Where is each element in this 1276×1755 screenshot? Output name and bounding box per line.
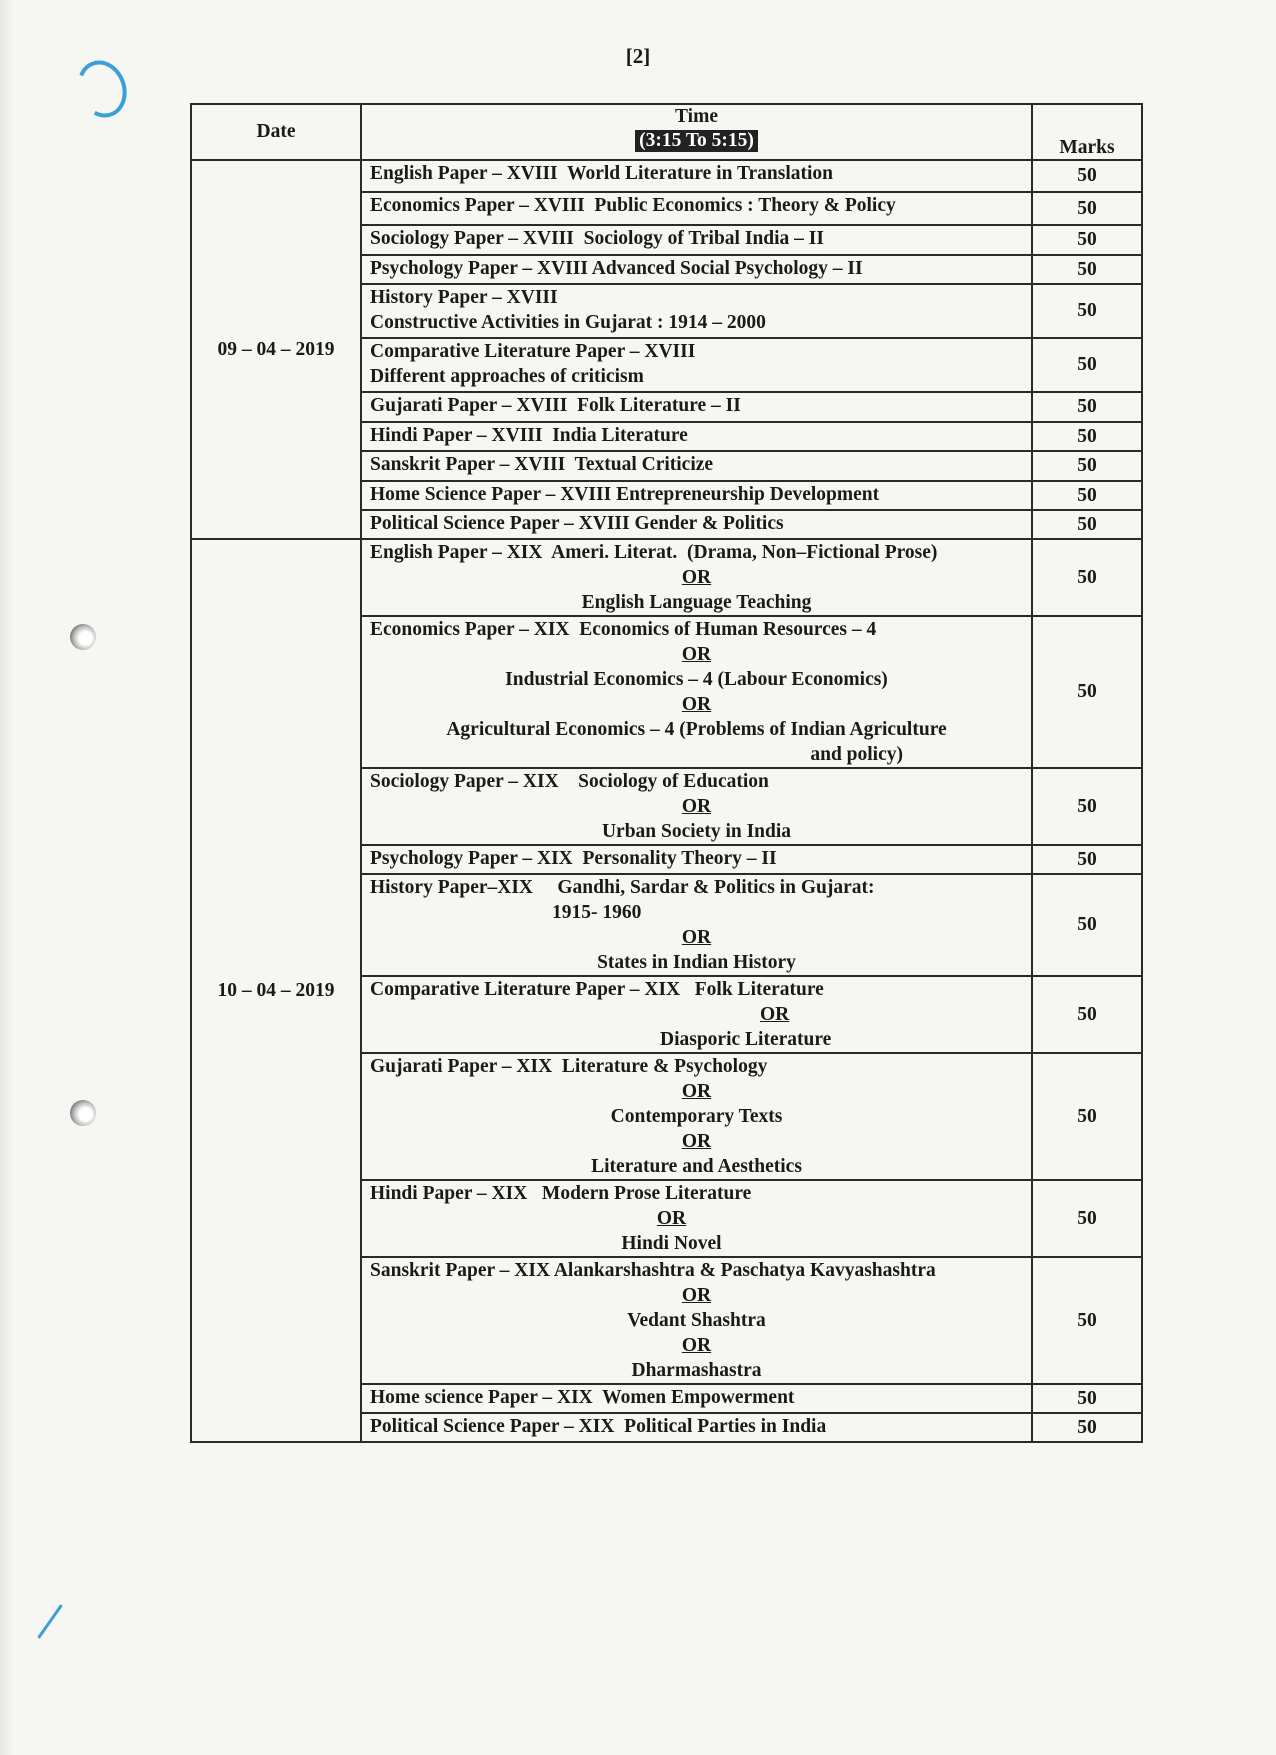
or-separator: OR <box>656 1208 687 1229</box>
or-separator: OR <box>681 567 712 588</box>
marks-value: 50 <box>1032 1413 1142 1442</box>
paper-title-cell <box>361 481 1032 510</box>
paper-line: States in Indian History <box>597 952 796 973</box>
or-separator: OR <box>681 1335 712 1356</box>
paper-title-cell <box>361 874 1032 976</box>
marks-value: 50 <box>1032 255 1142 284</box>
marks-value: 50 <box>1032 510 1142 539</box>
or-separator: OR <box>681 644 712 665</box>
paper-line: Psychology Paper – XVIII Advanced Social Psychology – II <box>370 258 863 279</box>
paper-line: Vedant Shashtra <box>627 1310 766 1331</box>
marks-value: 50 <box>1032 1053 1142 1180</box>
pen-stroke-mark <box>37 1604 62 1638</box>
marks-value: 50 <box>1032 225 1142 255</box>
paper-title-cell <box>361 392 1032 422</box>
paper-line: Sociology Paper – XIX Sociology of Education <box>370 771 769 792</box>
or-separator: OR <box>681 1081 712 1102</box>
paper-line: Sociology Paper – XVIII Sociology of Tribal India – II <box>370 228 824 249</box>
paper-line: Hindi Paper – XIX Modern Prose Literature <box>370 1183 752 1204</box>
or-separator: OR <box>681 694 712 715</box>
paper-line: Comparative Literature Paper – XVIII <box>370 341 696 362</box>
paper-title-cell <box>361 1384 1032 1413</box>
marks-value: 50 <box>1032 192 1142 225</box>
paper-line: Hindi Paper – XVIII India Literature <box>370 425 688 446</box>
paper-title-cell <box>361 422 1032 451</box>
paper-title-cell <box>361 192 1032 225</box>
or-separator: OR <box>681 1285 712 1306</box>
paper-title-cell <box>361 1180 1032 1257</box>
paper-line: Comparative Literature Paper – XIX Folk Literature <box>370 979 824 1000</box>
paper-title-cell <box>361 1257 1032 1384</box>
marks-value: 50 <box>1032 451 1142 481</box>
paper-line: Sanskrit Paper – XIX Alankarshashtra & Paschatya Kavyashashtra <box>370 1260 936 1281</box>
or-separator: OR <box>760 1004 790 1025</box>
marks-value: 50 <box>1032 284 1142 338</box>
paper-title-cell <box>361 510 1032 539</box>
paper-title-cell <box>361 255 1032 284</box>
paper-title-cell <box>361 768 1032 845</box>
punch-hole-icon <box>70 1100 96 1126</box>
table-row <box>191 539 1142 616</box>
paper-line: Urban Society in India <box>601 821 792 842</box>
paper-title-cell <box>361 451 1032 481</box>
paper-title-cell <box>361 976 1032 1053</box>
paper-line: English Paper – XIX Ameri. Literat. (Drama, Non–Fictional Prose) <box>370 542 938 563</box>
marks-value: 50 <box>1032 539 1142 616</box>
paper-line: Hindi Novel <box>621 1233 722 1254</box>
paper-line: Psychology Paper – XIX Personality Theory – II <box>370 848 777 869</box>
paper-line: Agricultural Economics – 4 (Problems of Indian Agriculture <box>446 719 947 740</box>
marks-value: 50 <box>1032 1180 1142 1257</box>
table-row <box>191 160 1142 192</box>
paper-line: Constructive Activities in Gujarat : 1914 – 2000 <box>370 312 766 333</box>
marks-value: 50 <box>1032 976 1142 1053</box>
paper-line: Diasporic Literature <box>660 1029 832 1050</box>
paper-title-cell <box>361 616 1032 768</box>
paper-title-cell <box>361 338 1032 392</box>
paper-line: Dharmashastra <box>631 1360 762 1381</box>
marks-value: 50 <box>1032 768 1142 845</box>
paper-line: Economics Paper – XIX Economics of Human Resources – 4 <box>370 619 877 640</box>
paper-line: Literature and Aesthetics <box>591 1156 802 1177</box>
marks-value: 50 <box>1032 422 1142 451</box>
punch-hole-icon <box>70 624 96 650</box>
scanned-page-edge <box>0 0 14 1755</box>
paper-line: Different approaches of criticism <box>370 366 644 387</box>
table-header-row <box>191 104 1142 160</box>
marks-value: 50 <box>1032 1257 1142 1384</box>
marks-value: 50 <box>1032 481 1142 510</box>
paper-line: 1915- 1960 <box>552 902 642 923</box>
paper-line: History Paper – XVIII <box>370 287 558 308</box>
paper-title-cell <box>361 539 1032 616</box>
marks-value: 50 <box>1032 616 1142 768</box>
marks-value: 50 <box>1032 1384 1142 1413</box>
marks-value: 50 <box>1032 874 1142 976</box>
header-date: Date <box>191 104 361 160</box>
paper-title-cell <box>361 1053 1032 1180</box>
paper-title-cell <box>361 845 1032 874</box>
paper-line: History Paper–XIX Gandhi, Sardar & Politics in Gujarat: <box>370 877 875 898</box>
paper-title-cell <box>361 225 1032 255</box>
paper-line: Gujarati Paper – XIX Literature & Psychology <box>370 1056 768 1077</box>
or-separator: OR <box>681 1131 712 1152</box>
paper-line: Sanskrit Paper – XVIII Textual Criticize <box>370 454 714 475</box>
header-time-range: (3:15 To 5:15) <box>635 130 758 152</box>
paper-line: and policy) <box>810 744 903 765</box>
paper-line: English Language Teaching <box>581 592 812 613</box>
paper-line: Home science Paper – XIX Women Empowerment <box>370 1387 795 1408</box>
paper-line: Industrial Economics – 4 (Labour Economics) <box>505 669 888 690</box>
paper-title-cell <box>361 160 1032 192</box>
exam-timetable <box>190 103 1143 1443</box>
exam-date: 09 – 04 – 2019 <box>191 160 361 539</box>
paper-line: English Paper – XVIII World Literature in Translation <box>370 163 834 184</box>
marks-value: 50 <box>1032 845 1142 874</box>
paper-title-cell <box>361 1413 1032 1442</box>
paper-line: Political Science Paper – XVIII Gender & Politics <box>370 513 784 534</box>
marks-value: 50 <box>1032 338 1142 392</box>
paper-line: Home Science Paper – XVIII Entrepreneurship Development <box>370 484 880 505</box>
timetable-body <box>191 160 1142 1442</box>
paper-line: Gujarati Paper – XVIII Folk Literature – II <box>370 395 741 416</box>
header-marks: Marks <box>1032 104 1142 160</box>
marks-value: 50 <box>1032 392 1142 422</box>
paper-line: Economics Paper – XVIII Public Economics : Theory & Policy <box>370 195 896 216</box>
marks-value: 50 <box>1032 160 1142 192</box>
header-time <box>361 104 1032 160</box>
paper-title-cell <box>361 284 1032 338</box>
exam-date: 10 – 04 – 2019 <box>191 539 361 1442</box>
or-separator: OR <box>681 927 712 948</box>
paper-line: Political Science Paper – XIX Political Parties in India <box>370 1416 827 1437</box>
paper-line: Contemporary Texts <box>610 1106 783 1127</box>
header-time-label: Time <box>675 106 718 127</box>
page-number: [2] <box>625 44 651 68</box>
or-separator: OR <box>681 796 712 817</box>
